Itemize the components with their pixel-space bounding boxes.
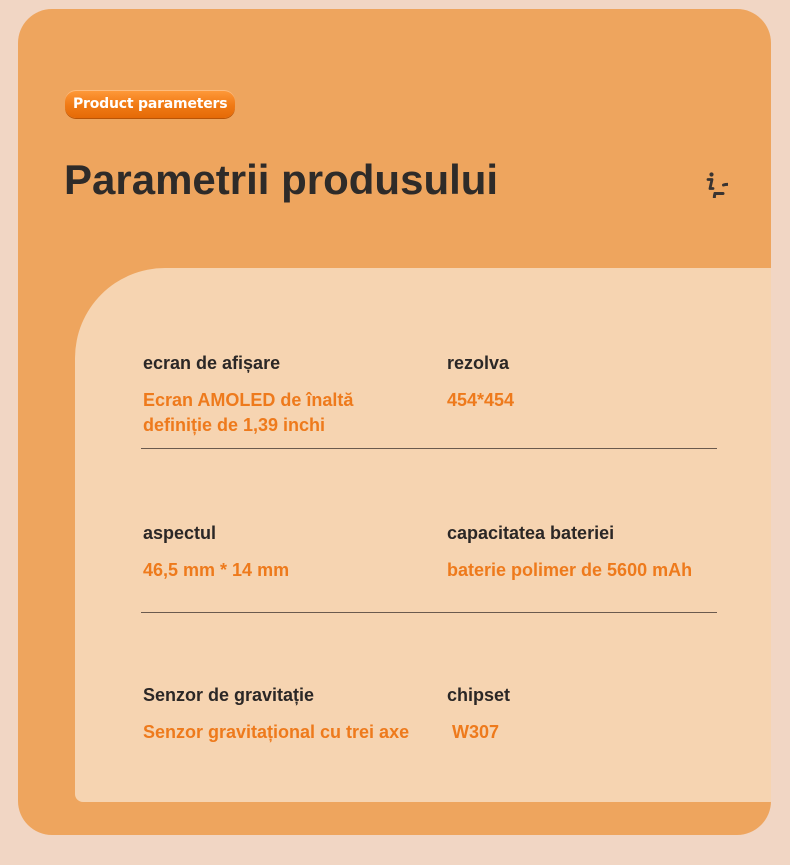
page-title: Parametrii produsului (64, 156, 499, 203)
row-divider (141, 448, 717, 449)
spec-value: Ecran AMOLED de înaltă definiție de 1,39 inchi (143, 390, 354, 435)
spec-value: baterie polimer de 5600 mAh (447, 560, 693, 580)
product-parameters-badge: Product parameters (65, 90, 235, 118)
specs-panel (75, 268, 771, 802)
spec-label: aspectul (143, 523, 217, 543)
spec-label: capacitatea bateriei (447, 523, 615, 543)
product-parameters-card (18, 9, 771, 835)
spec-item-chipset (447, 684, 718, 745)
spec-label: ecran de afișare (143, 353, 281, 373)
spec-value: W307 (447, 722, 500, 742)
spec-item-display (143, 352, 413, 438)
spec-label: chipset (447, 685, 511, 705)
spec-item-resolution (447, 352, 718, 413)
row-divider (141, 612, 717, 613)
spec-value: 46,5 mm * 14 mm (143, 560, 290, 580)
info-circle-icon[interactable] (694, 164, 728, 198)
spec-item-battery (447, 522, 718, 583)
spec-label: rezolva (447, 353, 510, 373)
spec-item-gravity-sensor (143, 684, 413, 745)
spec-value: Senzor gravitațional cu trei axe (143, 722, 410, 742)
spec-item-dimensions (143, 522, 413, 583)
spec-value: 454*454 (447, 390, 515, 410)
spec-label: Senzor de gravitație (143, 685, 315, 705)
